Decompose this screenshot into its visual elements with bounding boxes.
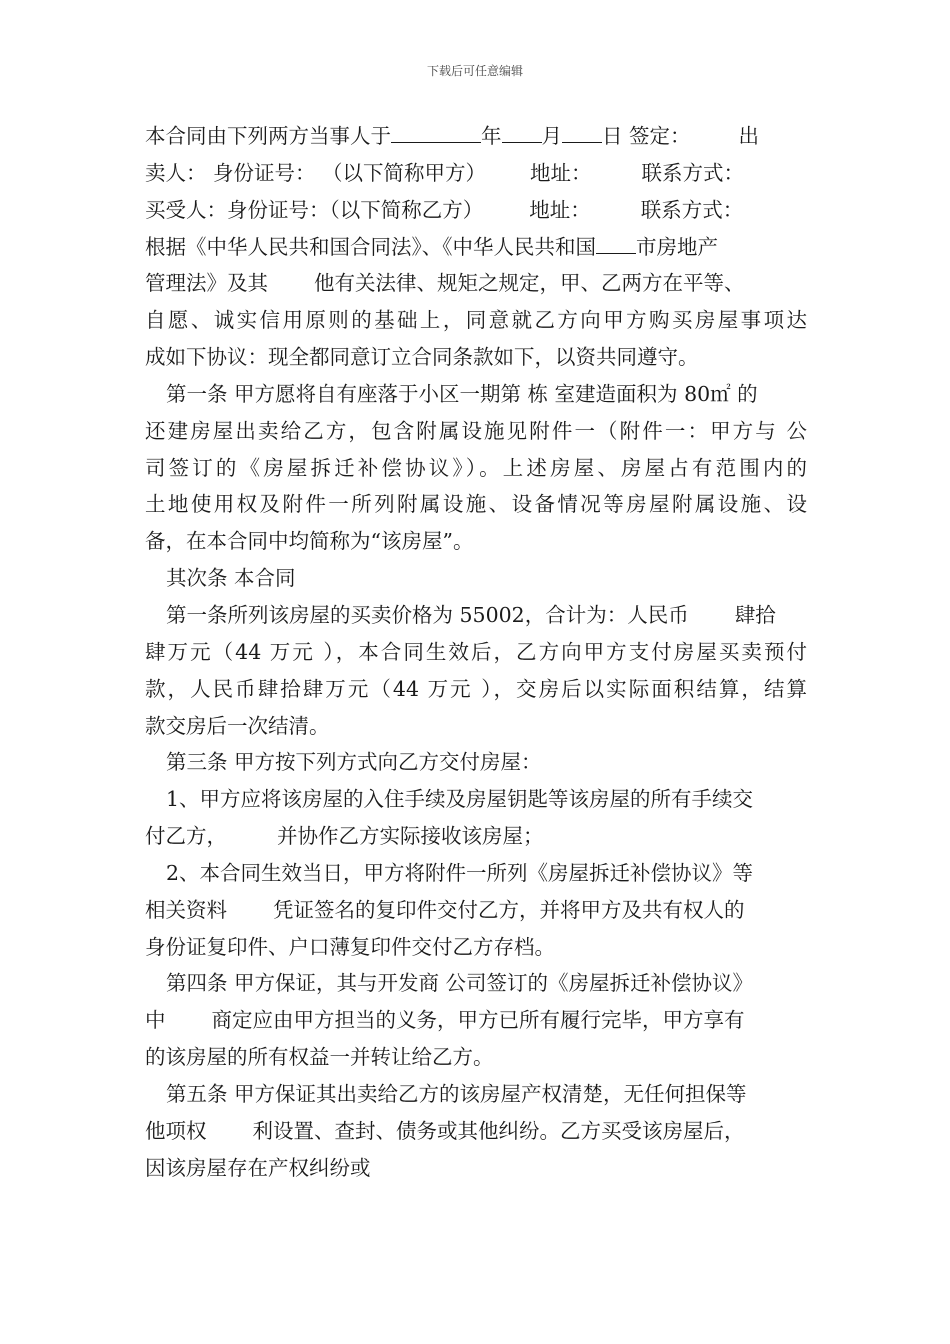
blank-city[interactable]: [596, 229, 636, 254]
contract-body: [145, 118, 807, 1186]
text-line: 中 商定应由甲方担当的义务，甲方已所有履行完毕，甲方享有: [145, 1008, 745, 1033]
text-line: 卖人： 身份证号： （以下简称甲方） 地址： 联系方式：: [145, 160, 745, 185]
text-line: 1、甲方应将该房屋的入住手续及房屋钥匙等该房屋的所有手续交: [166, 787, 754, 812]
text-line: 第四条 甲方保证，其与开发商 公司签订的《房屋拆迁补偿协议》: [166, 971, 754, 996]
text-line: 第一条所列该房屋的买卖价格为 55002，合计为：人民币 肆拾: [166, 602, 776, 627]
text-line: 第五条 甲方保证其出卖给乙方的该房屋产权清楚，无任何担保等: [166, 1081, 747, 1106]
text-line: 第一条 甲方愿将自有座落于小区一期第 栋 室建造面积为 80㎡ 的: [166, 381, 758, 406]
text-line: 司签订的《房屋拆迁补偿协议》）。上述房屋、房屋占有范围内的: [145, 455, 807, 480]
text-line: 他项权 利设置、查封、债务或其他纠纷。乙方买受该房屋后，: [145, 1118, 745, 1143]
text-line: 成如下协议：现全都同意订立合同条款如下，以资共同遵守。: [145, 345, 699, 370]
text-line: 因该房屋存在产权纠纷或: [145, 1155, 371, 1180]
text-line: 买受人：身份证号：（以下简称乙方） 地址： 联系方式：: [145, 197, 744, 222]
text-line: 其次条 本合同: [166, 566, 296, 591]
text-line: 2、本合同生效当日，甲方将附件一所列《房屋拆迁补偿协议》等: [166, 860, 754, 885]
page-header: 下载后可任意编辑: [426, 64, 523, 78]
text-line: 还建房屋出卖给乙方，包含附属设施见附件一（附件一：甲方与 公: [145, 418, 807, 443]
text-line: 管理法》及其 他有关法律、规矩之规定，甲、乙两方在平等、: [145, 271, 745, 296]
text-line: 根据《中华人民共和国合同法》、《中华人民共和国 市房地产: [145, 229, 807, 266]
text-line: 备，在本合同中均简称为“该房屋”。: [145, 529, 474, 554]
text-line: 款，人民币肆拾肆万元（44 万元 ），交房后以实际面积结算，结算: [145, 676, 807, 701]
text-line: 相关资料 凭证签名的复印件交付乙方，并将甲方及共有权人的: [145, 897, 745, 922]
text-line: 的该房屋的所有权益一并转让给乙方。: [145, 1045, 494, 1070]
text-line: 身份证复印件、户口薄复印件交付乙方存档。: [145, 934, 555, 959]
text-line: 款交房后一次结清。: [145, 713, 330, 738]
text-line: 本合同由下列两方当事人于 年 月 日 签定： 出: [145, 118, 807, 155]
text-line: 第三条 甲方按下列方式向乙方交付房屋：: [166, 750, 542, 775]
blank-date-month[interactable]: [502, 118, 542, 143]
text-line: 自愿、诚实信用原则的基础上，同意就乙方向甲方购买房屋事项达: [145, 308, 807, 333]
text-line: 肆万元（44 万元 ），本合同生效后，乙方向甲方支付房屋买卖预付: [145, 639, 807, 664]
text-line: 土地使用权及附件一所列附属设施、设备情况等房屋附属设施、设: [145, 492, 807, 517]
blank-date-year[interactable]: [391, 118, 481, 143]
blank-date-day[interactable]: [562, 118, 602, 143]
text-line: 付乙方， 并协作乙方实际接收该房屋；: [145, 824, 544, 849]
